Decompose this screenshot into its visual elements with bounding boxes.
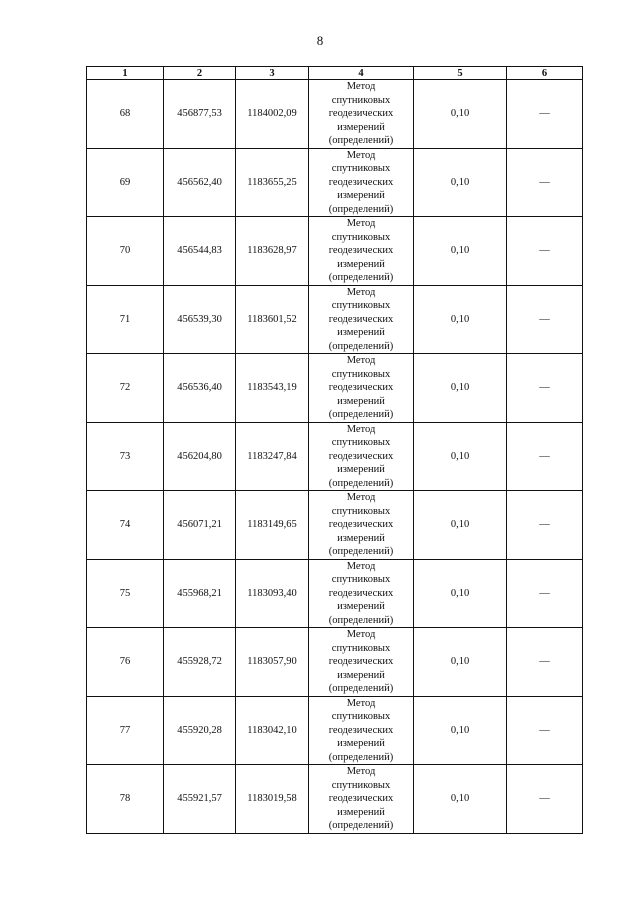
method-line: Метод: [346, 81, 376, 92]
method-line: Метод: [346, 629, 376, 640]
point-number-cell: 70: [87, 217, 164, 286]
method-cell: [309, 628, 414, 697]
method-line: геодезических: [328, 313, 394, 325]
method-line: спутниковых: [331, 505, 391, 517]
method-cell: [309, 696, 414, 765]
accuracy-cell: 0,10: [414, 696, 507, 765]
method-line: геодезических: [328, 519, 394, 530]
method-line: измерений: [337, 395, 385, 407]
method-cell: [309, 285, 414, 354]
table-row: [87, 491, 583, 560]
method-line: измерений: [337, 327, 385, 338]
method-cell: [309, 765, 414, 834]
point-number-cell: 77: [87, 696, 164, 765]
column-header-6: 6: [507, 67, 583, 80]
method-cell: [309, 422, 414, 491]
method-cell: [309, 491, 414, 560]
note-cell: —: [507, 559, 583, 628]
method-cell: [309, 217, 414, 286]
method-line: (определений): [328, 203, 394, 215]
method-line: Метод: [346, 149, 376, 161]
column-header-5: 5: [414, 67, 507, 80]
method-line: спутниковых: [331, 231, 391, 243]
method-line: (определений): [328, 272, 394, 283]
point-number-cell: 72: [87, 354, 164, 423]
method-line: измерений: [337, 669, 385, 681]
note-cell: —: [507, 696, 583, 765]
method-line: геодезических: [328, 587, 394, 599]
method-line: (определений): [328, 409, 394, 420]
note-cell: —: [507, 217, 583, 286]
method-line: геодезических: [328, 656, 394, 667]
table-row: [87, 628, 583, 697]
y-coordinate-cell: 1183093,40: [236, 559, 309, 628]
method-line: измерений: [337, 601, 385, 612]
point-number-cell: 75: [87, 559, 164, 628]
method-line: спутниковых: [331, 642, 391, 654]
note-cell: —: [507, 628, 583, 697]
column-header-3: 3: [236, 67, 309, 80]
method-line: Метод: [346, 218, 376, 229]
x-coordinate-cell: 455968,21: [164, 559, 236, 628]
column-header-4: 4: [309, 67, 414, 80]
method-line: измерений: [337, 464, 385, 475]
method-line: Метод: [346, 697, 376, 709]
point-number-cell: 73: [87, 422, 164, 491]
note-cell: —: [507, 765, 583, 834]
note-cell: —: [507, 491, 583, 560]
x-coordinate-cell: 456544,83: [164, 217, 236, 286]
y-coordinate-cell: 1183149,65: [236, 491, 309, 560]
accuracy-cell: 0,10: [414, 422, 507, 491]
method-line: Метод: [346, 492, 376, 503]
accuracy-cell: 0,10: [414, 628, 507, 697]
table-row: [87, 765, 583, 834]
method-line: спутниковых: [331, 163, 391, 174]
method-cell: [309, 559, 414, 628]
note-cell: —: [507, 285, 583, 354]
accuracy-cell: 0,10: [414, 148, 507, 217]
method-line: (определений): [328, 820, 394, 831]
point-number-cell: 69: [87, 148, 164, 217]
method-line: спутниковых: [331, 574, 391, 585]
method-line: геодезических: [328, 245, 394, 256]
method-cell: [309, 354, 414, 423]
table-row: [87, 148, 583, 217]
column-header-1: 1: [87, 67, 164, 80]
method-line: спутниковых: [331, 300, 391, 311]
table-body: [87, 80, 583, 834]
y-coordinate-cell: 1184002,09: [236, 80, 309, 149]
method-line: (определений): [328, 340, 394, 352]
method-line: измерений: [337, 258, 385, 270]
point-number-cell: 71: [87, 285, 164, 354]
x-coordinate-cell: 456071,21: [164, 491, 236, 560]
y-coordinate-cell: 1183628,97: [236, 217, 309, 286]
x-coordinate-cell: 456539,30: [164, 285, 236, 354]
table-row: [87, 422, 583, 491]
x-coordinate-cell: 456562,40: [164, 148, 236, 217]
table-row: [87, 696, 583, 765]
table-row: [87, 217, 583, 286]
x-coordinate-cell: 455920,28: [164, 696, 236, 765]
method-line: измерений: [337, 738, 385, 749]
x-coordinate-cell: 456536,40: [164, 354, 236, 423]
method-line: спутниковых: [331, 437, 391, 448]
method-line: Метод: [346, 355, 376, 366]
accuracy-cell: 0,10: [414, 559, 507, 628]
y-coordinate-cell: 1183247,84: [236, 422, 309, 491]
x-coordinate-cell: 455928,72: [164, 628, 236, 697]
method-cell: [309, 148, 414, 217]
point-number-cell: 68: [87, 80, 164, 149]
y-coordinate-cell: 1183543,19: [236, 354, 309, 423]
table-row: [87, 354, 583, 423]
table-header-row: [87, 67, 583, 80]
column-header-2: 2: [164, 67, 236, 80]
method-line: геодезических: [328, 176, 394, 188]
method-line: геодезических: [328, 382, 394, 393]
y-coordinate-cell: 1183057,90: [236, 628, 309, 697]
x-coordinate-cell: 456877,53: [164, 80, 236, 149]
method-line: (определений): [328, 477, 394, 489]
table-row: [87, 80, 583, 149]
method-line: (определений): [328, 751, 394, 763]
method-line: (определений): [328, 683, 394, 694]
method-line: (определений): [328, 614, 394, 626]
note-cell: —: [507, 80, 583, 149]
method-line: Метод: [346, 560, 376, 572]
point-number-cell: 76: [87, 628, 164, 697]
coordinates-table: [86, 66, 583, 834]
method-line: измерений: [337, 121, 385, 133]
method-line: измерений: [337, 532, 385, 544]
method-line: геодезических: [328, 108, 394, 119]
accuracy-cell: 0,10: [414, 80, 507, 149]
y-coordinate-cell: 1183655,25: [236, 148, 309, 217]
table-row: [87, 285, 583, 354]
method-line: Метод: [346, 423, 376, 435]
y-coordinate-cell: 1183019,58: [236, 765, 309, 834]
method-line: геодезических: [328, 450, 394, 462]
method-line: геодезических: [328, 724, 394, 736]
method-line: (определений): [328, 135, 394, 146]
page-number: 8: [316, 33, 324, 48]
method-line: спутниковых: [331, 711, 391, 722]
method-line: (определений): [328, 546, 394, 557]
x-coordinate-cell: 456204,80: [164, 422, 236, 491]
method-line: геодезических: [328, 793, 394, 804]
y-coordinate-cell: 1183601,52: [236, 285, 309, 354]
note-cell: —: [507, 422, 583, 491]
method-line: спутниковых: [331, 368, 391, 380]
method-line: спутниковых: [331, 94, 391, 106]
method-line: Метод: [346, 286, 376, 298]
point-number-cell: 78: [87, 765, 164, 834]
method-cell: [309, 80, 414, 149]
x-coordinate-cell: 455921,57: [164, 765, 236, 834]
accuracy-cell: 0,10: [414, 217, 507, 286]
note-cell: —: [507, 354, 583, 423]
method-line: спутниковых: [331, 779, 391, 791]
accuracy-cell: 0,10: [414, 765, 507, 834]
accuracy-cell: 0,10: [414, 491, 507, 560]
table-row: [87, 559, 583, 628]
method-line: измерений: [337, 806, 385, 818]
point-number-cell: 74: [87, 491, 164, 560]
accuracy-cell: 0,10: [414, 354, 507, 423]
note-cell: —: [507, 148, 583, 217]
accuracy-cell: 0,10: [414, 285, 507, 354]
method-line: измерений: [337, 190, 385, 201]
method-line: Метод: [346, 766, 376, 777]
y-coordinate-cell: 1183042,10: [236, 696, 309, 765]
